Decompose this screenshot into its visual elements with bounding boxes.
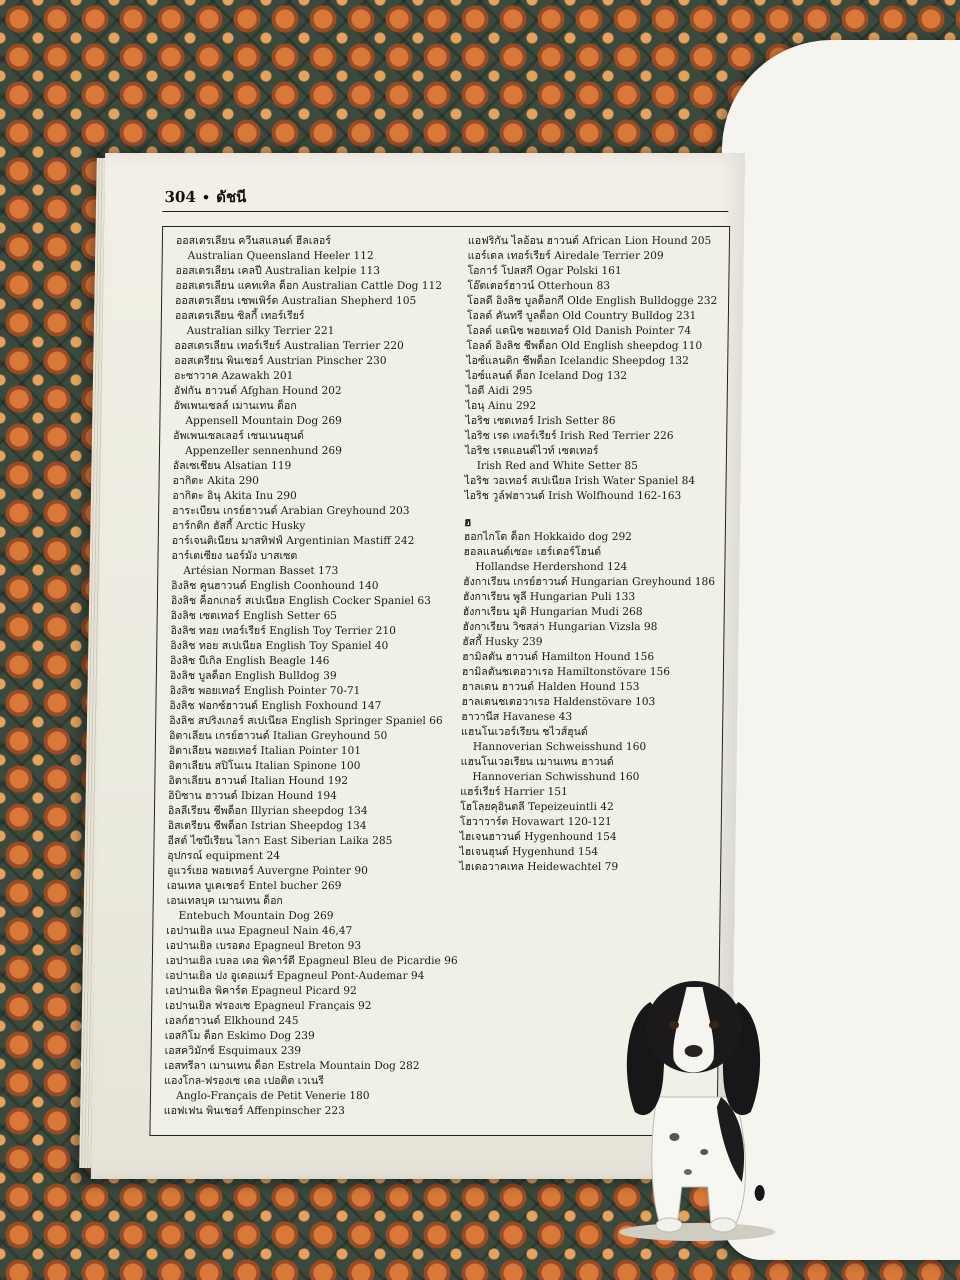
- index-entry: ออสเตรียน พินเชอร์ Austrian Pinscher 230: [174, 355, 387, 367]
- index-entry: แอฟริกัน ไลอ้อน ฮาวนด์ African Lion Hound 205: [467, 235, 712, 247]
- page-number: 304: [164, 188, 196, 206]
- index-entry: โฮวาวาร์ต Hovawart 120-121: [459, 816, 612, 828]
- index-group-right-top: [464, 234, 720, 504]
- index-entry: แอร์เดล เทอร์เรียร์ Airedale Terrier 209: [467, 250, 664, 262]
- index-entry: ฮาลเดนชเตอวาเรอ Haldenstövare 103: [461, 696, 656, 708]
- index-entry: ฮังกาเรียน มูดิ Hungarian Mudi 268: [462, 606, 643, 618]
- index-entry: ฮังกาเรียน เกรย์ฮาวนด์ Hungarian Greyhound 186: [463, 576, 716, 588]
- index-entry: อิลลีเรียน ชีพด็อก Illyrian sheepdog 134: [167, 805, 368, 817]
- index-entry: โฮโลยคุอินตลี Tepeizeuintli 42: [459, 801, 614, 813]
- index-entry: เอนเทลบุค เมานเทน ด็อก: [166, 895, 283, 907]
- index-entry: ไฮเจนฮาวนด์ Hygenhound 154: [459, 831, 617, 843]
- index-entry: แอฟเฟน พินเชอร์ Affenpinscher 223: [163, 1105, 345, 1117]
- index-entry: อิงลิช เซตเทอร์ English Setter 65: [170, 610, 338, 622]
- index-entry: ไอริช เซตเทอร์ Irish Setter 86: [465, 415, 616, 427]
- index-entry: ไอริช เรดแอนด์ไวท์ เซตเทอร์: [464, 445, 599, 457]
- index-entry: อาร์เตเซียง นอร์มัง บาสเซต: [171, 550, 298, 562]
- index-entry: อิตาเลียน ฮาวนด์ Italian Hound 192: [168, 775, 349, 787]
- index-entry: อิงลิช พอยเทอร์ English Pointer 70-71: [169, 685, 361, 697]
- index-entry: อัพเพนเซลล์ เมานเทน ด็อก: [173, 400, 297, 412]
- index-entry: เอสทรีลา เมานเทน ด็อก Estrela Mountain Dog 282: [164, 1060, 420, 1072]
- index-entry: อิงลิช ทอย เทอร์เรียร์ English Toy Terrier 210: [170, 625, 396, 637]
- index-entry-continuation: Australian silky Terrier 221: [186, 325, 335, 337]
- index-entry: อัฟกัน ฮาวนด์ Afghan Hound 202: [173, 385, 342, 397]
- index-entry: โอ๊ตเตอร์ฮาวน์ Otterhoun 83: [467, 280, 611, 292]
- index-entry: แฮนโนเวอเรียน เมานเทน ฮาวนด์: [460, 756, 614, 768]
- index-entry: อูแวร์เยอ พอยเทอร์ Auvergne Pointer 90: [167, 865, 368, 877]
- index-entry: อิตาเลียน เกรย์ฮาวนด์ Italian Greyhound 50: [168, 730, 388, 742]
- index-entry: อาร์เจนติเนียน มาสทิฟฟ์ Argentinian Mastiff 242: [171, 535, 415, 547]
- index-entry: ฮอกไกโด ด็อก Hokkaido dog 292: [463, 531, 633, 543]
- index-entry-continuation: Appensell Mountain Dog 269: [185, 415, 342, 427]
- index-entry: เอปานเยิล พิคาร์ด Epagneul Picard 92: [165, 985, 357, 997]
- index-entry-continuation: Appenzeller sennenhund 269: [184, 445, 343, 457]
- index-entry: ไอริช วูล์ฟฮาวนด์ Irish Wolfhound 162-163: [464, 490, 682, 502]
- index-entry: เอสกิโม ด็อก Eskimo Dog 239: [164, 1030, 315, 1042]
- index-entry: อิสเตรียน ชีพด็อก Istrian Sheepdog 134: [167, 820, 367, 832]
- index-entry: โอการ์ โปลสกี Ogar Polski 161: [467, 265, 622, 277]
- index-entry: อากิตะ อินุ Akita Inu 290: [172, 490, 297, 502]
- index-entry: ฮาลเดน ฮาวนด์ Halden Hound 153: [461, 681, 640, 693]
- index-entry: ฮัสกี้ Husky 239: [462, 636, 543, 648]
- index-entry: เอสควิมักซ์ Esquimaux 239: [164, 1045, 302, 1057]
- index-entry: ไอซ์แลนด์ ด็อก Iceland Dog 132: [465, 370, 628, 382]
- index-entry: อิตาเลียน สปิโนเน Italian Spinone 100: [168, 760, 361, 772]
- index-entry: อาร์กติก ฮัสกี้ Arctic Husky: [171, 520, 306, 532]
- index-entry: โอลด์ อิงลิช ชีพด็อก Old English sheepdog 110: [466, 340, 703, 352]
- index-entry: ไฮเดอวาคเทล Heidewachtel 79: [459, 861, 619, 873]
- index-entry: เอลก์ฮาวนด์ Elkhound 245: [164, 1015, 299, 1027]
- puppy-paw-right: [710, 1218, 736, 1232]
- index-entry: แฮร์เรียร์ Harrier 151: [460, 786, 568, 798]
- index-entry: เอปานเยิล แนง Epagneul Nain 46,47: [166, 925, 353, 937]
- index-entry: เอนเทล บูเคเชอร์ Entel bucher 269: [166, 880, 342, 892]
- index-entry: แองโกล-ฟรองเซ เดอ เปอติต เวเนรี: [164, 1075, 324, 1087]
- index-entry: อะซาวาค Azawakh 201: [173, 370, 294, 382]
- index-entry: อิงลิช ค็อกเกอร์ สเปเนียล English Cocker Spaniel 63: [170, 595, 431, 607]
- page-header: [164, 185, 246, 209]
- header-bullet: •: [201, 191, 211, 206]
- index-entry: ออสเตรเลียน ควีนสแลนด์ ฮีลเลอร์: [175, 235, 332, 247]
- puppy-paw-left: [656, 1218, 682, 1232]
- index-entry: ไอนุ Ainu 292: [465, 400, 537, 412]
- index-entry: ฮามิลตัน ฮาวนด์ Hamilton Hound 156: [462, 651, 655, 663]
- index-entry: โอลด์ คันทรี บูลด็อก Old Country Bulldog 231: [466, 310, 697, 322]
- index-entry: อุปกรณ์ equipment 24: [167, 850, 281, 862]
- index-entry: เอปานเยิล เบรอตง Epagneul Breton 93: [166, 940, 362, 952]
- index-entry: อากิตะ Akita 290: [172, 475, 259, 487]
- index-entry: โอลด์ แดนิช พอยเทอร์ Old Danish Pointer 74: [466, 325, 692, 337]
- index-entry: เอปานเยิล เบลอ เดอ พิคาร์ดี Epagneul Bleu de Picardie 96: [165, 955, 458, 967]
- spaniel-puppy-photo: [607, 947, 781, 1247]
- index-column-right: [459, 234, 720, 875]
- index-entry: ไฮเจนฮุนด์ Hygenhund 154: [459, 846, 599, 858]
- index-entry-continuation: Entebuch Mountain Dog 269: [178, 910, 334, 922]
- index-entry: อิตาเลียน พอยเทอร์ Italian Pointer 101: [168, 745, 362, 757]
- index-entry: ไอริช วอเทอร์ สเปเนียล Irish Water Spaniel 84: [464, 475, 696, 487]
- index-entry: ไอริช เรด เทอร์เรียร์ Irish Red Terrier 226: [465, 430, 674, 442]
- index-entry: อิบิซาน ฮาวนด์ Ibizan Hound 194: [168, 790, 338, 802]
- index-entry-continuation: Hannoverian Schwisshund 160: [472, 771, 640, 783]
- index-entry: โอลดี อิงลิช บูลด็อกกี Olde English Bulldogge 232: [467, 295, 718, 307]
- index-frame: [149, 226, 730, 1136]
- index-entry: ฮาวานีส Havanese 43: [461, 711, 573, 723]
- index-entry: อิงลิช ทอย สเปเนียล English Toy Spaniel 40: [170, 640, 389, 652]
- index-entry: ฮังกาเรียน พูลี Hungarian Puli 133: [462, 591, 636, 603]
- index-entry: ฮังกาเรียน วิซสล่า Hungarian Vizsla 98: [462, 621, 658, 633]
- index-group-right-bottom: [459, 530, 716, 875]
- index-entry: ออสเตรเลียน แคทเทิล ด็อก Australian Cattle Dog 112: [175, 280, 443, 292]
- index-column-left: [164, 234, 468, 1119]
- index-entry: เอปานเยิล ฟรองเซ Epagneul Français 92: [165, 1000, 372, 1012]
- index-entry: อัพเพนเซลเลอร์ เซนเนนฮุนด์: [173, 430, 305, 442]
- puppy-nose: [685, 1045, 703, 1057]
- index-entry: อีสต์ ไซบีเรียน ไลกา East Siberian Laika 285: [167, 835, 393, 847]
- index-entry-continuation: Artésian Norman Basset 173: [183, 565, 339, 577]
- section-letter: ฮ: [463, 515, 472, 529]
- index-entry: อิงลิช ฟอกซ์ฮาวนด์ English Foxhound 147: [169, 700, 382, 712]
- index-entry: ฮามิลตันชเตอวาเรอ Hamiltonstövare 156: [461, 666, 671, 678]
- index-entry: อัลเซเชียน Alsatian 119: [172, 460, 292, 472]
- index-entry: ออสเตรเลียน เคลปี Australian kelpie 113: [175, 265, 381, 277]
- page-title: ดัชนี: [216, 188, 247, 206]
- index-entry: ไอดี Aidi 295: [465, 385, 533, 397]
- index-entry-continuation: Hollandse Herdershond 124: [475, 561, 628, 573]
- index-entry: อิงลิช บูลด็อก English Bulldog 39: [169, 670, 337, 682]
- index-entry: อิงลิช คูนฮาวนด์ English Coonhound 140: [171, 580, 379, 592]
- index-entry: ไอซ์แลนดิก ชีพด็อก Icelandic Sheepdog 132: [466, 355, 689, 367]
- header-rule: [162, 211, 728, 212]
- index-entry: อิงลิช บีเกิล English Beagle 146: [169, 655, 330, 667]
- index-entry: อิงลิช สปริงเกอร์ สเปเนียล English Springer Spaniel 66: [169, 715, 443, 727]
- index-entry: ออสเตรเลียน เทอร์เรียร์ Australian Terrier 220: [174, 340, 404, 352]
- puppy-tail-tip: [755, 1185, 765, 1201]
- index-entry: ออสเตรเลียน ซิลกี้ เทอร์เรียร์: [174, 310, 305, 322]
- index-entry-continuation: Anglo-Français de Petit Venerie 180: [175, 1090, 370, 1102]
- puppy-shadow: [619, 1223, 775, 1241]
- index-entry-continuation: Hannoverian Schweisshund 160: [472, 741, 647, 753]
- index-entry: ฮอลแลนด์เซอะ เฮร์เดอร์โฮนด์: [463, 546, 602, 558]
- index-entry: อาระเบียน เกรย์ฮาวนด์ Arabian Greyhound 203: [172, 505, 410, 517]
- index-entry: ออสเตรเลียน เชพเพิร์ด Australian Shepherd 105: [175, 295, 417, 307]
- index-entry: เอปานเยิล ปง อูเดอแมร์ Epagneul Pont-Audemar 94: [165, 970, 425, 982]
- book-page: [91, 153, 745, 1179]
- index-entry: แฮนโนเวอร์เรียน ชไวส์ฮุนด์: [460, 726, 588, 738]
- index-entry-continuation: Irish Red and White Setter 85: [476, 460, 639, 472]
- index-entry-continuation: Australian Queensland Heeler 112: [187, 250, 374, 262]
